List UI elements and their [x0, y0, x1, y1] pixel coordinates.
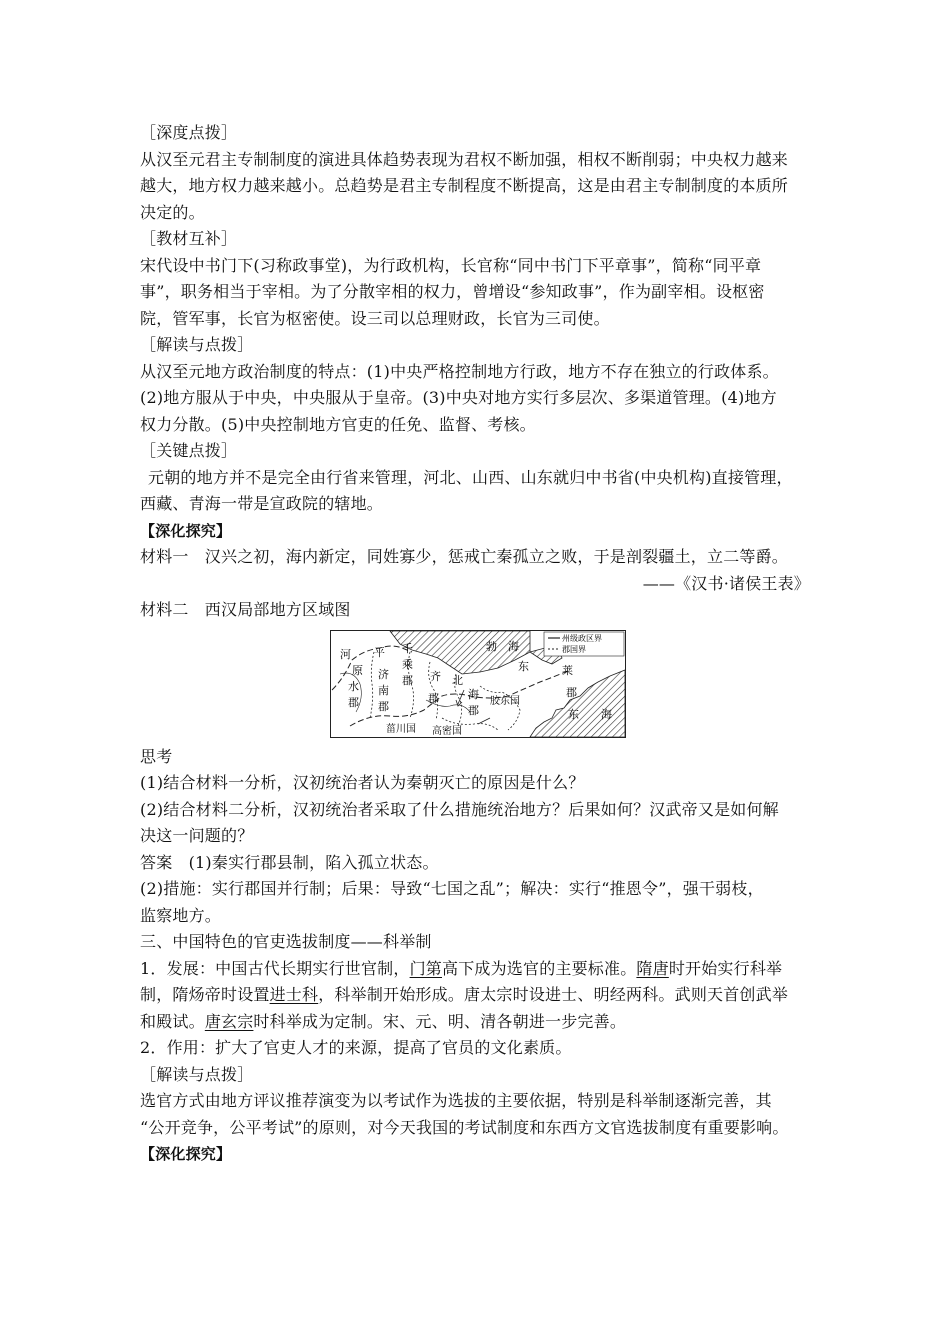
heading-key-tips: ［关键点拨］	[140, 441, 238, 460]
development-line	[140, 1009, 830, 1036]
answer-2-cont: 监察地方。	[140, 905, 222, 925]
label-jinan-nan: 南	[378, 683, 389, 697]
underlined-tangxuanzong: 唐玄宗	[204, 1011, 254, 1031]
label-qiancheng-jun: 郡	[402, 673, 413, 687]
legend-county-label: 郡国界	[562, 644, 586, 654]
question-2: (2)结合材料二分析，汉初统治者采取了什么措施统治地方？后果如何？汉武帝又是如何解	[140, 799, 779, 819]
label-qi-jun: 郡	[428, 691, 439, 705]
function-line: 2．作用：扩大了官吏人才的来源，提高了官员的文化素质。	[140, 1038, 572, 1057]
label-bei: 北	[452, 673, 463, 687]
label-cheng: 乘	[402, 657, 413, 671]
paragraph-line: 选官方式由地方评议推荐演变为以考试作为选拔的主要依据，特别是科举制逐渐完善，其	[140, 1091, 772, 1110]
western-han-region-map	[330, 630, 626, 738]
paragraph-line: 院，管军事，长官为枢密使。设三司以总理财政，长官为三司使。	[140, 308, 610, 328]
label-bohai: 勃 海	[486, 639, 519, 653]
label-beihai-hai: 海	[468, 687, 479, 701]
text-span: ，科举制开始形成。唐太宗时设进士、明经两科。武则天首创武举	[318, 985, 789, 1004]
label-jiaodong-guo: 胶东国	[490, 695, 520, 707]
label-beihai-jun: 郡	[468, 703, 479, 717]
paragraph-line: 决定的。	[140, 202, 205, 222]
underlined-menди: 门第	[409, 958, 442, 978]
label-qi: 齐	[430, 669, 441, 683]
development-line	[140, 956, 830, 983]
text-span: 高下成为选官的主要标准。	[442, 958, 637, 978]
paragraph-line: “公开竞争，公平考试”的原则，对今天我国的考试制度和东西方文官选拔制度有重要影响。	[140, 1117, 789, 1137]
question-1: (1)结合材料一分析，汉初统治者认为秦朝灭亡的原因是什么？	[140, 773, 585, 792]
heading-textbook-supplement: ［教材互补］	[140, 229, 238, 248]
label-donglai-jun: 郡	[566, 685, 577, 699]
legend-state-label: 州级政区界	[562, 633, 602, 643]
text-span: 1．发展：中国古代长期实行世官制，	[140, 958, 410, 978]
map-figure	[330, 630, 626, 738]
paragraph-line: 从汉至元地方政治制度的特点：(1)中央严格控制地方行政，地方不存在独立的行政体系。	[140, 361, 779, 381]
heading-interpretation-2: ［解读与点拨］	[140, 1064, 254, 1084]
label-zichuan-guo: 菑川国	[386, 723, 416, 735]
text-span: 时科举成为定制。宋、元、明、清各朝进一步完善。	[253, 1011, 627, 1031]
paragraph-line: 权力分散。(5)中央控制地方官吏的任免、监督、考核。	[140, 414, 536, 434]
paragraph-line: 元朝的地方并不是完全由行省来管理，河北、山西、山东就归中书省(中央机构)直接管理，	[148, 467, 793, 487]
text-span: 制，隋炀帝时设置	[140, 985, 270, 1004]
heading-think: 思考	[140, 746, 173, 766]
paragraph-line: 越大，地方权力越来越小。总趋势是君主专制程度不断提高，这是由君主专制制度的本质所	[140, 176, 789, 195]
document-page	[140, 120, 830, 1168]
answer-1: 答案 (1)秦实行郡县制，陷入孤立状态。	[140, 852, 439, 872]
label-dong: 东	[518, 659, 529, 673]
heading-deep-inquiry: 【深化探究】	[140, 521, 232, 540]
section-heading-keju: 三、中国特色的官吏选拔制度——科举制	[140, 932, 432, 951]
paragraph-line: (2)地方服从于中央，中央服从于皇帝。(3)中央对地方实行多层次、多渠道管理。(4)地方	[140, 388, 777, 407]
material-two-title: 材料二 西汉局部地方区域图	[140, 600, 351, 619]
underlined-suitang: 隋唐	[636, 958, 669, 978]
paragraph-line: 从汉至元君主专制制度的演进具体趋势表现为君权不断加强，相权不断削弱；中央权力越来	[140, 149, 789, 169]
label-yuan: 原	[352, 663, 363, 677]
question-2-cont: 决这一问题的？	[140, 826, 254, 845]
label-gaomi-guo: 高密国	[432, 725, 462, 737]
answer-2: (2)措施：实行郡国并行制；后果：导致“七国之乱”；解决：实行“推恩令”，强干弱枝，	[140, 879, 764, 898]
text-span: 时开始实行科举	[668, 958, 783, 978]
material-one: 材料一 汉兴之初，海内新定，同姓寡少，惩戒亡秦孤立之败，于是剖裂疆土，立二等爵。	[140, 547, 789, 566]
label-qian: 千	[402, 641, 413, 655]
label-shui: 水	[348, 679, 359, 693]
label-ping: 平	[374, 645, 385, 659]
label-he: 河	[340, 647, 351, 661]
label-lai: 莱	[562, 663, 573, 677]
label-jinan-jun: 郡	[378, 699, 389, 713]
paragraph-line: 宋代设中书门下(习称政事堂)，为行政机构，长官称“同中书门下平章事”，简称“同平章	[140, 255, 762, 275]
underlined-jinshike: 进士科	[269, 985, 319, 1004]
material-one-source: ——《汉书·诸侯王表》	[642, 573, 810, 593]
paragraph-line: 西藏、青海一带是宣政院的辖地。	[140, 494, 384, 513]
label-donghai: 东 海	[568, 707, 612, 721]
heading-depth-tips: ［深度点拨］	[140, 123, 238, 142]
label-jinan-ji: 济	[378, 667, 389, 681]
text-span: 和殿试。	[140, 1011, 205, 1031]
heading-deep-inquiry-2: 【深化探究】	[140, 1145, 232, 1163]
heading-interpretation: ［解读与点拨］	[140, 335, 254, 354]
development-line	[140, 982, 830, 1009]
label-pingyuan-jun: 郡	[348, 695, 359, 709]
paragraph-line: 事”，职务相当于宰相。为了分散宰相的权力，曾增设“参知政事”，作为副宰相。设枢密	[140, 282, 765, 301]
